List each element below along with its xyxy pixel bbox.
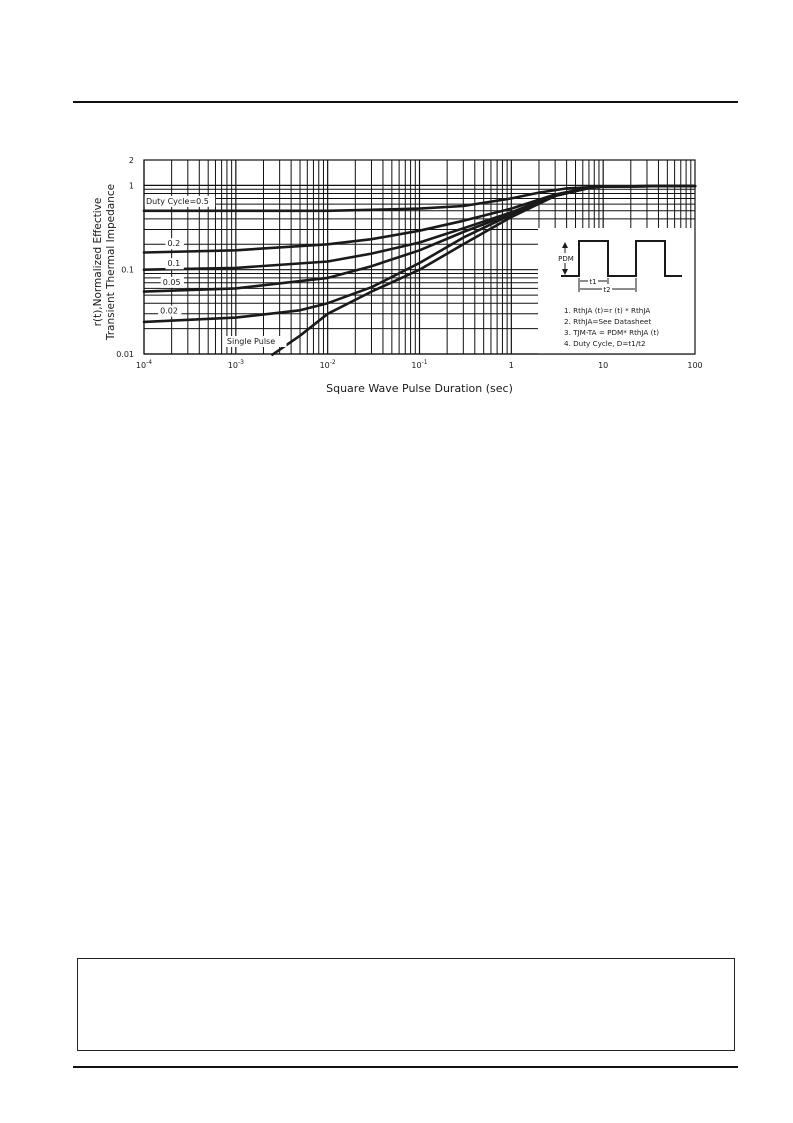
x-tick-label: $10^{-4}$ (135, 359, 153, 370)
curve-label: Duty Cycle=0.5 (145, 196, 209, 206)
curve-label: 0.1 (167, 259, 181, 269)
footer-rule (73, 1066, 738, 1068)
x-axis-label: Square Wave Pulse Duration (sec) (326, 382, 513, 395)
x-tick-label: $10^{-2}$ (319, 359, 336, 370)
note-box (77, 958, 735, 1051)
curve-label: 0.02 (160, 306, 178, 316)
curve-label: 0.05 (162, 277, 181, 287)
y-tick-label: 2 (128, 156, 134, 165)
y-tick-label: 0.01 (116, 350, 134, 359)
inset-note: 2. RthJA=See Datasheet (564, 317, 652, 326)
y-axis-label: r(t),Normalized Effective (92, 197, 104, 327)
inset-note: 4. Duty Cycle, D=t1/t2 (564, 339, 646, 348)
y-axis-label: Transient Thermal Impedance (105, 183, 117, 341)
t1-label: t1 (589, 278, 597, 286)
curve-label: Single Pulse (226, 337, 276, 347)
x-tick-label: 100 (687, 361, 703, 370)
curve-label: 0.2 (167, 239, 181, 249)
inset-note: 1. RthJA (t)=r (t) * RthJA (564, 306, 651, 315)
x-tick-label: 10 (598, 361, 609, 370)
inset-note: 3. TJM-TA = PDM* RthJA (t) (564, 328, 660, 337)
x-tick-label: $10^{-3}$ (227, 359, 244, 370)
y-tick-label: 0.1 (121, 265, 134, 275)
y-tick-label: 1 (128, 181, 134, 191)
x-tick-label: 1 (508, 361, 514, 370)
x-tick-label: $10^{-1}$ (411, 359, 428, 370)
pdm-label: PDM (558, 255, 574, 263)
t2-label: t2 (603, 286, 611, 294)
